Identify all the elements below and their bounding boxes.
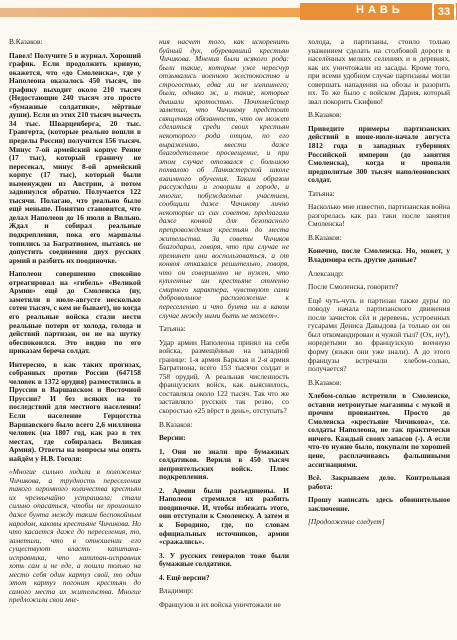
speaker-name: В.Казаков:	[308, 110, 342, 120]
paragraph: После Смоленска, говорите?	[308, 282, 399, 292]
speaker-name: В.Казаков:	[159, 419, 193, 429]
bold-paragraph: Хлебом-солью встретили в Смоленске, оставив нетронутые магазины с мукой и прочим провиантом. Просто до Смоленска «крестьяне Чичикова», т.е. солдаты Наполеона, не так практически ничего. Каждый своих запасов (-). А если что-то нужно было, покупали по хорошей цене, расплачиваясь фальшивыми ассигнациями.	[308, 391, 450, 469]
page-header	[0, 0, 457, 22]
bold-paragraph: Павел! Получите 5 в журнал. Хороший график. Если продолжить кривую, окажется, что «до Смоленска», где у Наполеона оказалось 450 тысяч, по графику выходит около 210 тысяч (Недостающие 240 тысяч это просто «бумажные солдатики», мёртвые души). Если из этих 210 тысяч вычесть 34 тыс. Шварценберга, 20 тыс. Гравгерта, (которые реально вошли в пределы России) получится 156 тысяч. Минус 7-ой армейский корпус Рение (17 тыс), который граничу не пересекал, минус 8-ой армейский корпус (17 тыс), который были выменужден из Австрии, а потом задвинулся обратно. Получается 122 тысячи. Полагаю, что реально было ещё меньше. Понятно становится, что делал Наполеон до 16 июля в Вильно. Ждал и собирал реальные подкрепления, пока его маршалы топились за Багратионом, пытаясь не допустить соединения двух русских армий и разбить их поодиночке.	[9, 50, 141, 265]
bold-paragraph: Приведите примеры партизанских действий в июне-июле-начале августа 1812 года в западных губерниях Российской империи (до занятия Смоленска), когда и пропали предполитые 300 тысяч наполеоновских солдат.	[308, 123, 450, 185]
quote-paragraph: ния насчет того, как искоренить буйный дух, обуревавший крестьян Чичикова. Мнения были всякого рода: были такие, которые уже чересчур отзывались военною жестокостью и строгостью, едва ли не излишнего; были, однако ж, и такие, которые дышали кротостью. Почтмейстер заметил, что Чичикову предстоит священная обязанность, что он может сделаться среди своих крестьян некоторого рода отцом, по его выражению, ввести даже благодетельное просвещение, и при этом случае отозвался с большою похвалою об Ланкастерской школе взаимного обучения. Таким образом рассуждали и говорили в городе, и многие, побуждаемые участием, сообщили даже Чичикову лично некоторые из сих советов, предлагали даже конвой для безопасного препровождения крестьян до места жительства. За советы Чичиков благодарил, говоря, что при случае не преминет ими воспользоваться, а от конвоя отказался решительно, говоря, что он совершенно не нужен, что купленные им крестьяне отменно смирного характера, чувствуют сами добровольное расположение к переселению и что бунта ни в каком случае между ними быть не может».	[159, 37, 289, 320]
speaker-name: Татьяна:	[159, 324, 186, 334]
bold-paragraph: 3. У русских генералов тоже были бумажные солдатики.	[159, 550, 289, 569]
bold-paragraph: 1. Они не знали про бумажных солдатиков. Верили в 450 тысяч неприятельских войск. Плюс подкрепления.	[159, 446, 289, 482]
bold-paragraph: Прошу написать здесь обвинительное заключение.	[308, 495, 450, 513]
speaker-name: В.Казаков:	[308, 232, 342, 242]
bold-paragraph: Всё. Закрываем дело. Контрольная работа:	[308, 473, 450, 491]
header-stripe	[0, 8, 300, 17]
paragraph: Французов и их войска уничтожали не	[159, 599, 281, 609]
paragraph: Ещё чуть-чуть и партизан также дуры по поводу начала партизанского движения после зачисток сёл и деревень, устроенных гусарами Дениса Давыдова (а только он он был откомандирован и чужой тыл? (Ох, ну!), норедетыми во французскую военную форму (языки они уже знали). А до этого французы встречали хлебом-солью, получается?	[308, 295, 450, 374]
bold-paragraph: Наполеон совершенно спокойно отреагировал на «гибель» «Великой Армии» ещё до Смоленска (ну, заметили в июле-августе несколько сотен тысяч, с кем не бывает), но когда его реальные войска стали нести реальные потери от холода, голода и действий партизан, он не на шутку обеспокоился. Это видно по его приказам береча солдат.	[9, 269, 141, 356]
text-column-1	[9, 38, 141, 610]
speaker-name: В.Казаков:	[308, 377, 342, 387]
speaker-name: Владимир:	[159, 586, 193, 596]
text-column-3	[308, 38, 450, 532]
text-column-2	[159, 38, 289, 614]
quote-paragraph: «Многие сильно ходили в положение Чичикова, а трудность переселения такого огромного количества крестьян их чрезвычайно устрашала; стали сильно опасаться, чтобы не произошло даже бунта между таким беспокойным народом, каковы крестьяне Чичикова. Но что касается даже до переселения, то, заметили, что в отношении его существуют власть капитана-исправника, что капитан-исправник хоть сам и не еде, а пошли только на место себя один картуз свой, то один этот картуз погонит крестьян до самого места их жительства. Многие предложили свои мне-	[9, 467, 141, 605]
continuation-note: [Продолжение следует]	[308, 517, 385, 527]
page-number: 33	[432, 2, 456, 22]
bold-paragraph: Версии:	[159, 433, 186, 443]
speaker-name: Татьяна:	[308, 188, 335, 198]
speaker-name: В.Казаков:	[9, 37, 43, 46]
bold-paragraph: Конечно, после Смоленска. Но, может, у Владимира есть другие данные?	[308, 246, 450, 265]
paragraph: Удар армии Наполеона принял на себя войска, размещённые на западной границе: 1-я армия Барклая и 2-я армия Багратиона, всего 153 тысячи солдат и 758 орудий. А реальная численность французских войск, как выяснилось, составляла около 122 тысяч. Так что же заставляло русских так резво, со скоростью «25 вёрст в день», отступать?	[159, 337, 289, 415]
section-title: НАВЬ	[356, 4, 404, 16]
bold-paragraph: 2. Армии были разъединены. И Наполеон стремился их разбить поодиночке. И, чтобы избежать этого, они отступали к Смоленску. А затем и к Бородино, где, по словам официальных источников, армии «сражались».	[159, 485, 289, 547]
speaker-name: Александр:	[308, 268, 344, 278]
paragraph: Насколько мне известно, партизанская война разгорелась как раз таки после занятия Смоленска!	[308, 202, 450, 229]
bold-paragraph: 4. Ещё версии?	[159, 572, 210, 582]
bold-paragraph: Интересно, в как таких прогнзах, собранных против России (647158 человек в 1372 орудия) разместились в Пруссии в Варшавском и Восточной Пруссии? И без всяких на то последствий для местного населения! Если население Герцогства Варшавского было всего 2,6 миллиона человек (на 1807 год, как раз в тех местах, где собиралась Великая Армия). Ответы на вопросы мы опять найдём у Н.В. Гоголя:	[9, 359, 141, 463]
paragraph: холода, а партизаны, стоило только уважением сделать на столбовой дороги в населённых мелких селениях и в деревнях, как их уничтожали из засады. Кроме того, при всеми удобном случае партизаны могли совершать нападения на обозы и разорить их. То же было с войском Дария, который звал покорить Скифию!	[308, 37, 450, 106]
